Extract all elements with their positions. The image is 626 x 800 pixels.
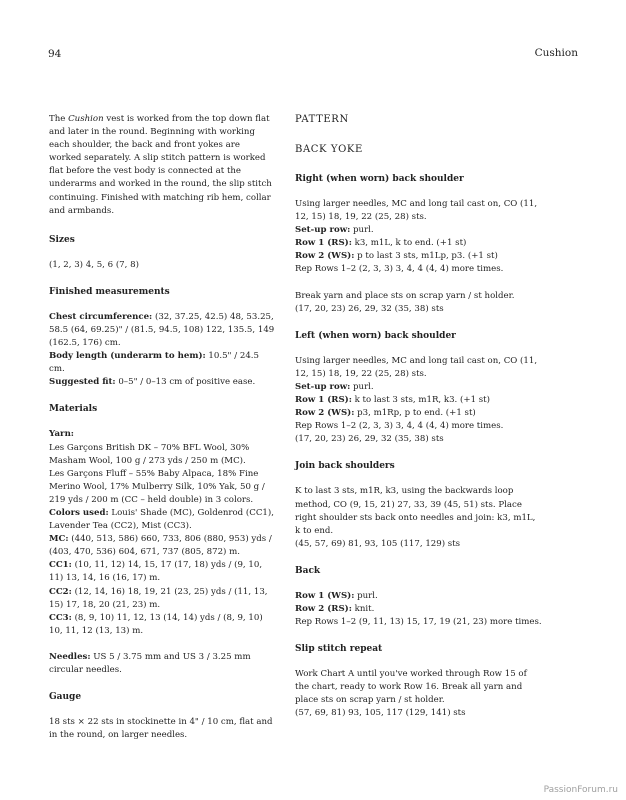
yardage-cc2: CC2: (12, 14, 16) 18, 19, 21 (23, 25) yds / (11, 13, 15) 17, 18, 20 (21, 23) m. [49, 586, 268, 610]
back-repeat: Rep Rows 1–2 (9, 11, 13) 15, 17, 19 (21, 23) more times. [295, 617, 542, 628]
intro-text-start: The [49, 114, 69, 124]
right-shoulder-setup-row: Set-up row: purl. [295, 225, 374, 236]
slip-stitch-steps [295, 668, 543, 720]
left-shoulder-count: (17, 20, 23) 26, 29, 32 (35, 38) sts [295, 434, 444, 445]
right-shoulder-count: (17, 20, 23) 26, 29, 32 (35, 38) sts [295, 303, 444, 314]
sizes-heading: Sizes [49, 234, 75, 245]
yarn-cc: Les Garçons Fluff – 55% Baby Alpaca, 18% Fine Merino Wool, 17% Mulberry Silk, 10% Yak, 50 g / 219 yds / 200 m (CC – held double) in 3 colors. [49, 468, 265, 505]
suggested-fit: Suggested fit: 0–5" / 0–13 cm of positive ease. [49, 377, 256, 388]
right-shoulder-cast-on: Using larger needles, MC and long tail cast on, CO (11, 12, 15) 18, 19, 22 (25, 28) sts. [295, 199, 538, 223]
left-shoulder-repeat: Rep Rows 1–2 (2, 3, 3) 3, 4, 4 (4, 4) more times. [295, 421, 504, 432]
page-number: 94 [48, 48, 62, 60]
gauge-text: 18 sts × 22 sts in stockinette in 4" / 10 cm, flat and in the round, on larger needles. [49, 717, 273, 741]
left-shoulder-row-1: Row 1 (RS): k to last 3 sts, m1R, k3. (+1 st) [295, 395, 490, 406]
left-shoulder-setup-row: Set-up row: purl. [295, 381, 374, 392]
chest-circumference: Chest circumference: (32, 37.25, 42.5) 48, 53.25, 58.5 (64, 69.25)" / (81.5, 94.5, 108) 122, 135.5, 149 (162.5, 176) cm. [49, 311, 275, 349]
back-row-2: Row 2 (RS): knit. [295, 603, 375, 614]
right-shoulder-steps [295, 198, 543, 277]
back-yoke-title: BACK YOKE [295, 144, 363, 155]
back-row-1: Row 1 (WS): purl. [295, 590, 378, 601]
join-shoulders-text: K to last 3 sts, m1R, k3, using the backwards loop method, CO (9, 15, 21) 27, 33, 39 (45, 51) sts. Place right shoulder sts back onto needles and join: k3, m1L, k to end. [295, 486, 536, 536]
right-shoulder-heading: Right (when worn) back shoulder [295, 174, 464, 184]
left-shoulder-steps [295, 355, 543, 447]
right-shoulder-repeat: Rep Rows 1–2 (2, 3, 3) 3, 4, 4 (4, 4) more times. [295, 264, 504, 275]
body-length: Body length (underarm to hem): 10.5" / 24.5 cm. [49, 351, 259, 375]
right-shoulder-row-2: Row 2 (WS): p to last 3 sts, m1Lp, p3. (+1 st) [295, 251, 498, 262]
join-shoulders-heading: Join back shoulders [295, 461, 395, 472]
right-column [295, 113, 543, 721]
materials-heading: Materials [49, 404, 98, 415]
join-shoulders-count: (45, 57, 69) 81, 93, 105 (117, 129) sts [295, 538, 461, 549]
join-shoulders-steps [295, 485, 543, 550]
left-shoulder-cast-on: Using larger needles, MC and long tail cast on, CO (11, 12, 15) 18, 19, 22 (25, 28) sts. [295, 355, 538, 379]
gauge-heading: Gauge [49, 692, 82, 703]
slip-stitch-text: Work Chart A until you've worked through Row 15 of the chart, ready to work Row 16. Break all yarn and place sts on scrap yarn / st holder. [295, 669, 527, 706]
right-shoulder-row-1: Row 1 (RS): k3, m1L, k to end. (+1 st) [295, 238, 467, 249]
intro-paragraph [49, 113, 275, 218]
running-title: Cushion [534, 47, 578, 59]
watermark: PassionForum.ru [543, 785, 618, 795]
yardage-cc1: CC1: (10, 11, 12) 14, 15, 17 (17, 18) yds / (9, 10, 11) 13, 14, 16 (16, 17) m. [49, 560, 263, 584]
slip-stitch-heading: Slip stitch repeat [295, 644, 383, 655]
finished-measurements-block [49, 311, 275, 390]
left-shoulder-row-2: Row 2 (WS): p3, m1Rp, p to end. (+1 st) [295, 408, 476, 419]
yardage-mc: MC: (440, 513, 586) 660, 733, 806 (880, 953) yds / (403, 470, 536) 604, 671, 737 (805, 872) m. [49, 534, 272, 558]
right-shoulder-finish [295, 290, 543, 316]
finished-measurements-heading: Finished measurements [49, 286, 170, 297]
yardage-cc3: CC3: (8, 9, 10) 11, 12, 13 (14, 14) yds / (8, 9, 10) 10, 11, 12 (13, 13) m. [49, 612, 263, 636]
needles: Needles: US 5 / 3.75 mm and US 3 / 3.25 mm circular needles. [49, 651, 251, 675]
intro-design-name: Cushion [68, 114, 104, 124]
colors-used: Colors used: Louis' Shade (MC), Goldenrod (CC1), Lavender Tea (CC2), Mist (CC3). [49, 507, 274, 532]
pattern-title: PATTERN [295, 114, 349, 125]
sizes-text: (1, 2, 3) 4, 5, 6 (7, 8) [49, 259, 139, 270]
back-steps [295, 590, 543, 629]
yarn-label: Yarn: [49, 429, 74, 440]
left-column [49, 113, 275, 742]
intro-text-rest: vest is worked from the top down flat and later in the round. Beginning with working each shoulder, the back and front yokes are worked separately. A slip stitch pattern is worked flat before the vest body is connected at the underarms and worked in the round, the slip stitch continuing. Finished with matching rib hem, collar and armbands. [49, 114, 272, 216]
left-shoulder-heading: Left (when worn) back shoulder [295, 330, 456, 341]
back-heading: Back [295, 565, 321, 576]
materials-block [49, 428, 275, 638]
slip-stitch-count: (57, 69, 81) 93, 105, 117 (129, 141) sts [295, 708, 466, 719]
yarn-mc: Les Garçons British DK – 70% BFL Wool, 30% Masham Wool, 100 g / 273 yds / 250 m (MC). [49, 442, 250, 466]
right-shoulder-break: Break yarn and place sts on scrap yarn / st holder. [295, 290, 515, 301]
